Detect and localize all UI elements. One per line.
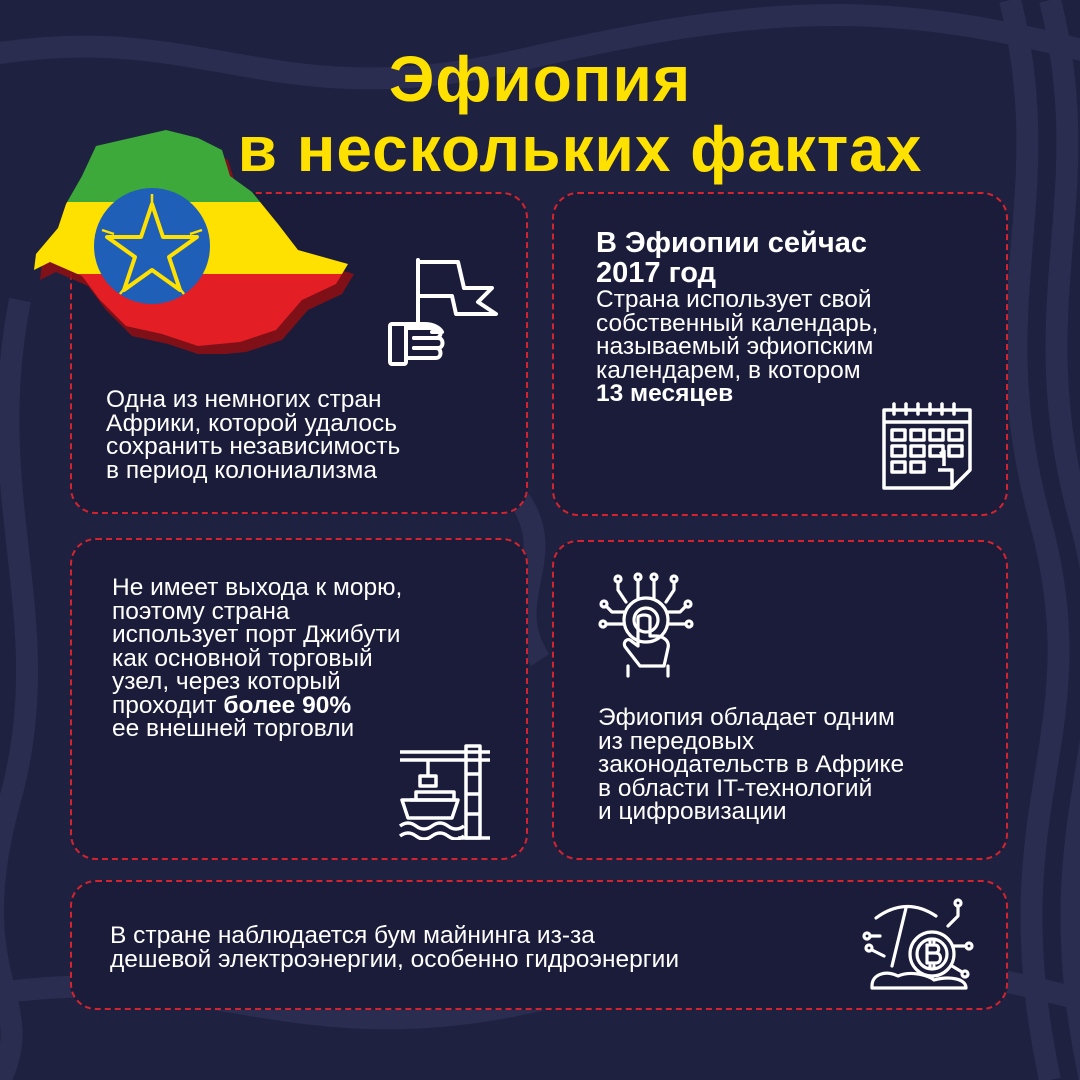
it-line-1: Эфиопия обладает одним [598,704,895,731]
calendar-line-3: называемый эфиопским [596,333,874,360]
calendar-line-2: собственный календарь, [596,309,879,337]
sea-line-1: Не имеет выхода к морю, [112,574,403,601]
fact-card-it [552,540,1008,860]
sea-line-7: ее внешней торговли [112,715,355,742]
port-crane-ship-icon [396,744,494,840]
it-line-2: из передовых [598,727,755,755]
hand-flag-icon [384,254,502,372]
digital-touch-icon [598,572,694,680]
it-line-5: и цифровизации [598,798,787,825]
sea-line-6-text: проходит [112,691,224,719]
fact-text-independence [106,388,516,482]
sea-line-2: поэтому страна [112,597,290,625]
calendar-heading-2: 2017 год [596,257,717,289]
mining-line-2: дешевой электроэнергии, особенно гидроэнергии [110,945,680,973]
it-line-4: в области IT-технологий [598,774,873,802]
title-line-1: Эфиопия [388,43,692,115]
calendar-line-1: Страна использует свой [596,286,872,313]
ethiopia-flag-map [26,124,366,354]
fact-card-sea [70,538,528,860]
calendar-icon [880,400,974,490]
independence-line-1: Одна из немногих стран [106,386,382,413]
calendar-bold-months: 13 месяцев [596,380,734,407]
title-line-2: в нескольких фактах [237,113,923,185]
sea-line-4: как основной торговый [112,644,373,672]
calendar-heading-1: В Эфиопии сейчас [596,227,867,259]
sea-line-3: использует порт Джибути [112,621,401,648]
fact-text-calendar [596,228,996,406]
independence-line-3: сохранить независимость [106,433,401,460]
independence-line-4: в период колониализма [106,456,378,484]
calendar-line-4: календарем, в котором [596,356,861,384]
fact-text-mining [110,924,870,971]
sea-line-6 [112,691,522,719]
fact-text-it [598,706,1008,824]
fact-card-calendar [552,192,1008,516]
sea-bold-percent: более 90% [223,691,352,719]
it-line-3: законодательств в Африке [598,751,905,778]
sea-line-5: узел, через который [112,668,341,695]
independence-line-2: Африки, которой удалось [106,409,398,437]
bitcoin-mining-icon [862,896,974,996]
fact-card-mining [70,880,1008,1010]
mining-line-1: В стране наблюдается бум майнинга из-за [110,922,595,949]
fact-text-sea [112,576,522,741]
